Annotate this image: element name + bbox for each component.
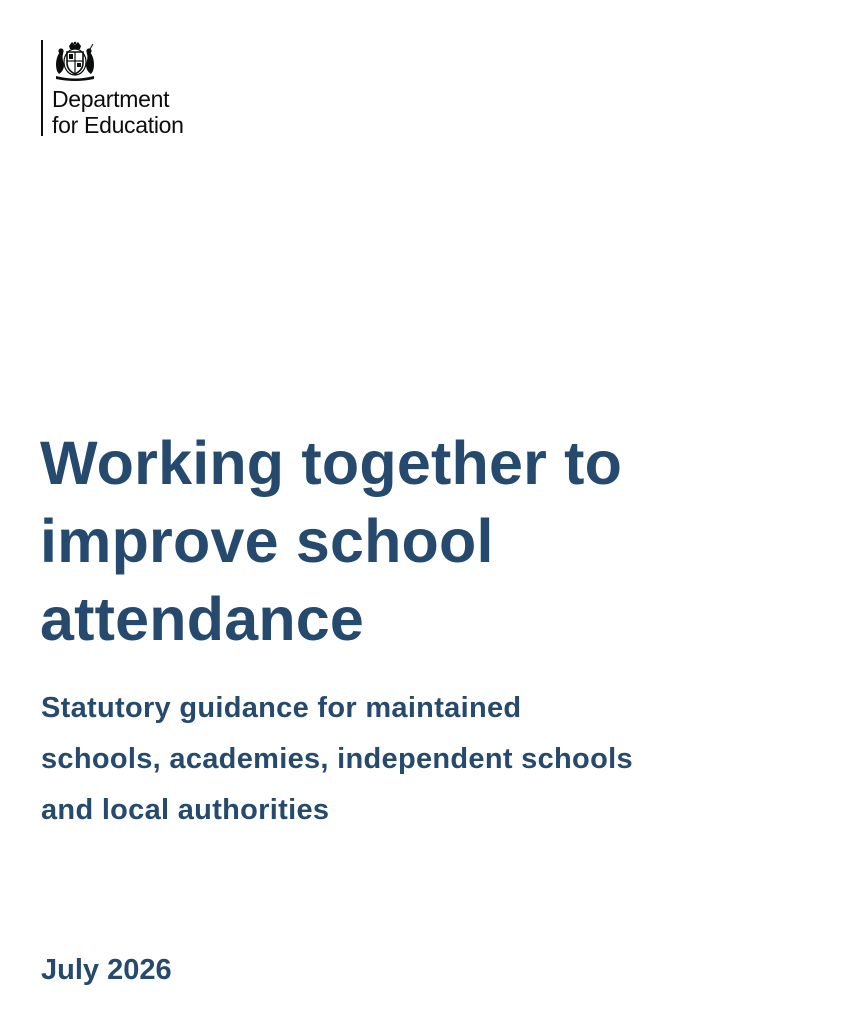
document-title-line: attendance xyxy=(40,585,365,653)
department-name xyxy=(52,86,184,138)
publication-date: July 2026 xyxy=(41,954,172,986)
document-title-line: Working together to xyxy=(40,429,623,497)
department-name-line1: Department xyxy=(52,86,170,112)
department-name-line2: for Education xyxy=(52,112,184,138)
royal-coat-of-arms-icon xyxy=(51,41,99,81)
document-subtitle-line: Statutory guidance for maintained xyxy=(41,692,522,724)
document-title-line: improve school xyxy=(40,507,494,575)
logo-divider xyxy=(41,40,43,136)
document-subtitle xyxy=(41,683,831,836)
document-title xyxy=(40,424,820,658)
department-logo xyxy=(41,40,221,138)
document-subtitle-line: and local authorities xyxy=(41,794,330,826)
document-subtitle-line: schools, academies, independent schools xyxy=(41,743,633,775)
